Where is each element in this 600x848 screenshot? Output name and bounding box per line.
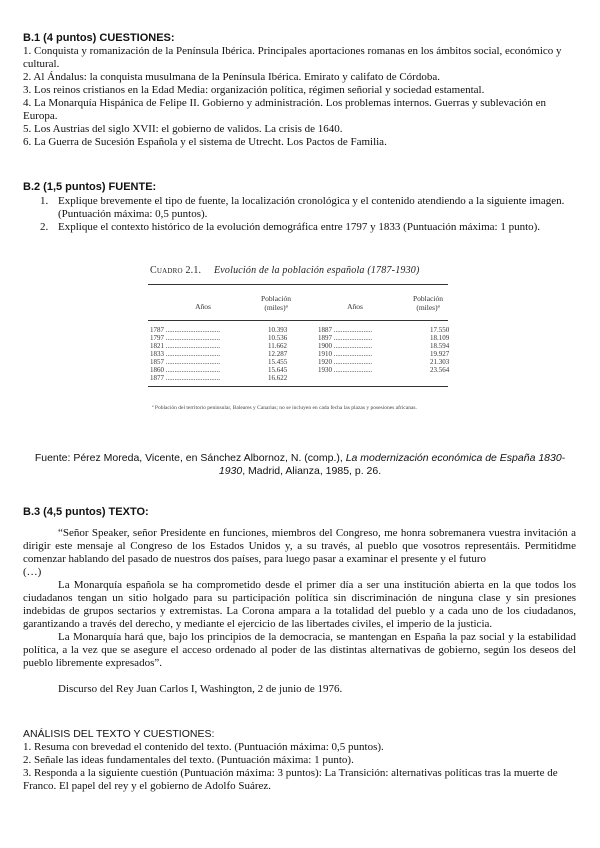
analysis-question-list [23, 741, 576, 793]
table-row: 1910 ...................... [318, 350, 373, 358]
b1-question: 4. La Monarquía Hispánica de Felipe II. Gobierno y administración. Los problemas internos. Guerras y sublevación en Europa. [23, 97, 546, 122]
b1-question: 2. Al Ándalus: la conquista musulmana de la Península Ibérica. Emirato y califato de Córdoba. [23, 71, 440, 83]
b2-question-number: 2. [40, 221, 49, 233]
row-value: 12.287 [268, 350, 288, 358]
table-row: 1930 ...................... [318, 366, 373, 374]
row-year: 1787 [150, 326, 164, 334]
row-value: 17.550 [430, 326, 450, 334]
b2-question-text: Explique brevemente el tipo de fuente, la localización cronológica y el contenido atendiendo a la siguiente imagen. (Puntuación máxima: 0,5 puntos). [58, 195, 565, 220]
row-year: 1877 [150, 374, 164, 382]
speech-ellipsis: (…) [23, 566, 42, 578]
row-value: 15.645 [268, 366, 288, 374]
row-value: 18.109 [430, 334, 450, 342]
speech-paragraph: La Monarquía española se ha comprometido desde el primer día a ser una institución abierta en la que todos los ciudadanos tengan un sitio holgado para su participación política sin discriminación de ninguna clase y sin presiones indebidas de grupos sectarios y extremistas. La Corona ampara a la totalidad del pueblo y a cada uno de los ciudadanos, garantizando a través del derecho, y mediante el ejercicio de las libertades civiles, el imperio de la justicia. [23, 579, 576, 630]
row-value: 16.622 [268, 374, 288, 382]
row-value: 10.536 [268, 334, 288, 342]
row-year: 1857 [150, 358, 164, 366]
table-header-rule [148, 320, 448, 321]
table-row: 1860 ............................... [150, 366, 220, 374]
table-row: 1821 ............................... [150, 342, 220, 350]
analysis-question: 2. Señale las ideas fundamentales del texto. (Puntuación máxima: 1 punto). [23, 754, 354, 766]
row-year: 1897 [318, 334, 332, 342]
b1-heading: B.1 (4 puntos) CUESTIONES: [23, 32, 175, 44]
table-row: 1797 ............................... [150, 334, 220, 342]
row-year: 1797 [150, 334, 164, 342]
b2-question [40, 195, 576, 221]
analysis-heading: ANÁLISIS DEL TEXTO Y CUESTIONES: [23, 728, 215, 740]
table-caption [150, 265, 420, 276]
row-value: 10.393 [268, 326, 288, 334]
source-prefix: Fuente: Pérez Moreda, Vicente, en Sánchez Albornoz, N. (comp.), [34, 452, 346, 464]
b3-heading: B.3 (4,5 puntos) TEXTO: [23, 506, 149, 518]
source-title: La modernización económica de España 1830-1930 [218, 452, 566, 477]
speech-text [23, 527, 576, 696]
row-year: 1900 [318, 342, 332, 350]
b1-question: 5. Los Austrias del siglo XVII: el gobierno de validos. La crisis de 1640. [23, 123, 343, 135]
population-table-image [148, 262, 456, 422]
row-year: 1910 [318, 350, 332, 358]
source-citation [30, 452, 570, 478]
table-row: 1900 ...................... [318, 342, 373, 350]
row-value: 15.455 [268, 358, 288, 366]
row-year: 1821 [150, 342, 164, 350]
row-value: 11.662 [268, 342, 287, 350]
row-year: 1887 [318, 326, 332, 334]
table-row: 1920 ...................... [318, 358, 373, 366]
table-bottom-rule [148, 386, 448, 387]
table-row: 1833 ............................... [150, 350, 220, 358]
row-value: 18.594 [430, 342, 450, 350]
table-caption-title: Evolución de la población española (1787-1930) [213, 265, 420, 276]
speech-signature: Discurso del Rey Juan Carlos I, Washington, 2 de junio de 1976. [58, 683, 343, 695]
b2-question-text: Explique el contexto histórico de la evolución demográfica entre 1797 y 1833 (Puntuación máxima: 1 punto). [58, 221, 541, 233]
b2-heading: B.2 (1,5 puntos) FUENTE: [23, 181, 157, 193]
table-caption-number: Cuadro 2.1. [150, 265, 202, 276]
speech-paragraph: “Señor Speaker, señor Presidente en funciones, miembros del Congreso, me honra sobremanera vuestra invitación a dirigir este mensaje al Congreso de los Estados Unidos y, a su través, al pueblo que vosotros representáis. Permitidme comenzar hablando del pasado de nuestros dos países, para luego pasar a examinar el presente y el futuro [23, 527, 576, 565]
b2-question [40, 221, 576, 234]
speech-paragraph: La Monarquía hará que, bajo los principios de la democracia, se mantengan en España la paz social y la estabilidad política, a la vez que se asegure el acceso ordenado al poder de las distintas alternativas de gobierno, según los deseos del pueblo libremente expresados”. [23, 631, 576, 669]
table-row: 1787 ............................... [150, 326, 220, 334]
row-year: 1920 [318, 358, 332, 366]
b1-question: 3. Los reinos cristianos en la Edad Media: organización política, régimen señorial y sociedad estamental. [23, 84, 485, 96]
row-value: 19.927 [430, 350, 450, 358]
col-header-years-left: Años [195, 302, 211, 311]
table-row: 1857 ............................... [150, 358, 220, 366]
col-header-population-right: Población (miles)ª [413, 294, 443, 312]
analysis-question: 1. Resuma con brevedad el contenido del texto. (Puntuación máxima: 0,5 puntos). [23, 741, 384, 753]
b2-question-list [40, 195, 576, 234]
analysis-question: 3. Responda a la siguiente cuestión (Puntuación máxima: 3 puntos): La Transición: alternativas políticas tras la muerte de Franco. El papel del rey y el gobierno de Adolfo Suárez. [23, 767, 558, 792]
row-year: 1930 [318, 366, 332, 374]
source-suffix: , Madrid, Alianza, 1985, p. 26. [242, 465, 382, 477]
col-header-population-left: Población (miles)ª [261, 294, 291, 312]
col-header-years-right: Años [347, 302, 363, 311]
row-year: 1860 [150, 366, 164, 374]
table-row: 1897 ...................... [318, 334, 373, 342]
row-year: 1833 [150, 350, 164, 358]
row-value: 21.303 [430, 358, 450, 366]
table-footnote: ª Población del territorio peninsular, Baleares y Canarias; no se incluyen en cada fecha las plazas y posesiones africanas. [152, 405, 417, 411]
b1-question: 6. La Guerra de Sucesión Española y el sistema de Utrecht. Los Pactos de Familia. [23, 136, 387, 148]
row-value: 23.564 [430, 366, 450, 374]
table-row: 1877 ............................... [150, 374, 220, 382]
b1-question: 1. Conquista y romanización de la Península Ibérica. Principales aportaciones romanas en los ámbitos social, económico y cultural. [23, 45, 562, 70]
b2-question-number: 1. [40, 195, 49, 207]
table-row: 1887 ...................... [318, 326, 373, 334]
b1-question-list [23, 45, 576, 149]
table-top-rule [148, 284, 448, 285]
